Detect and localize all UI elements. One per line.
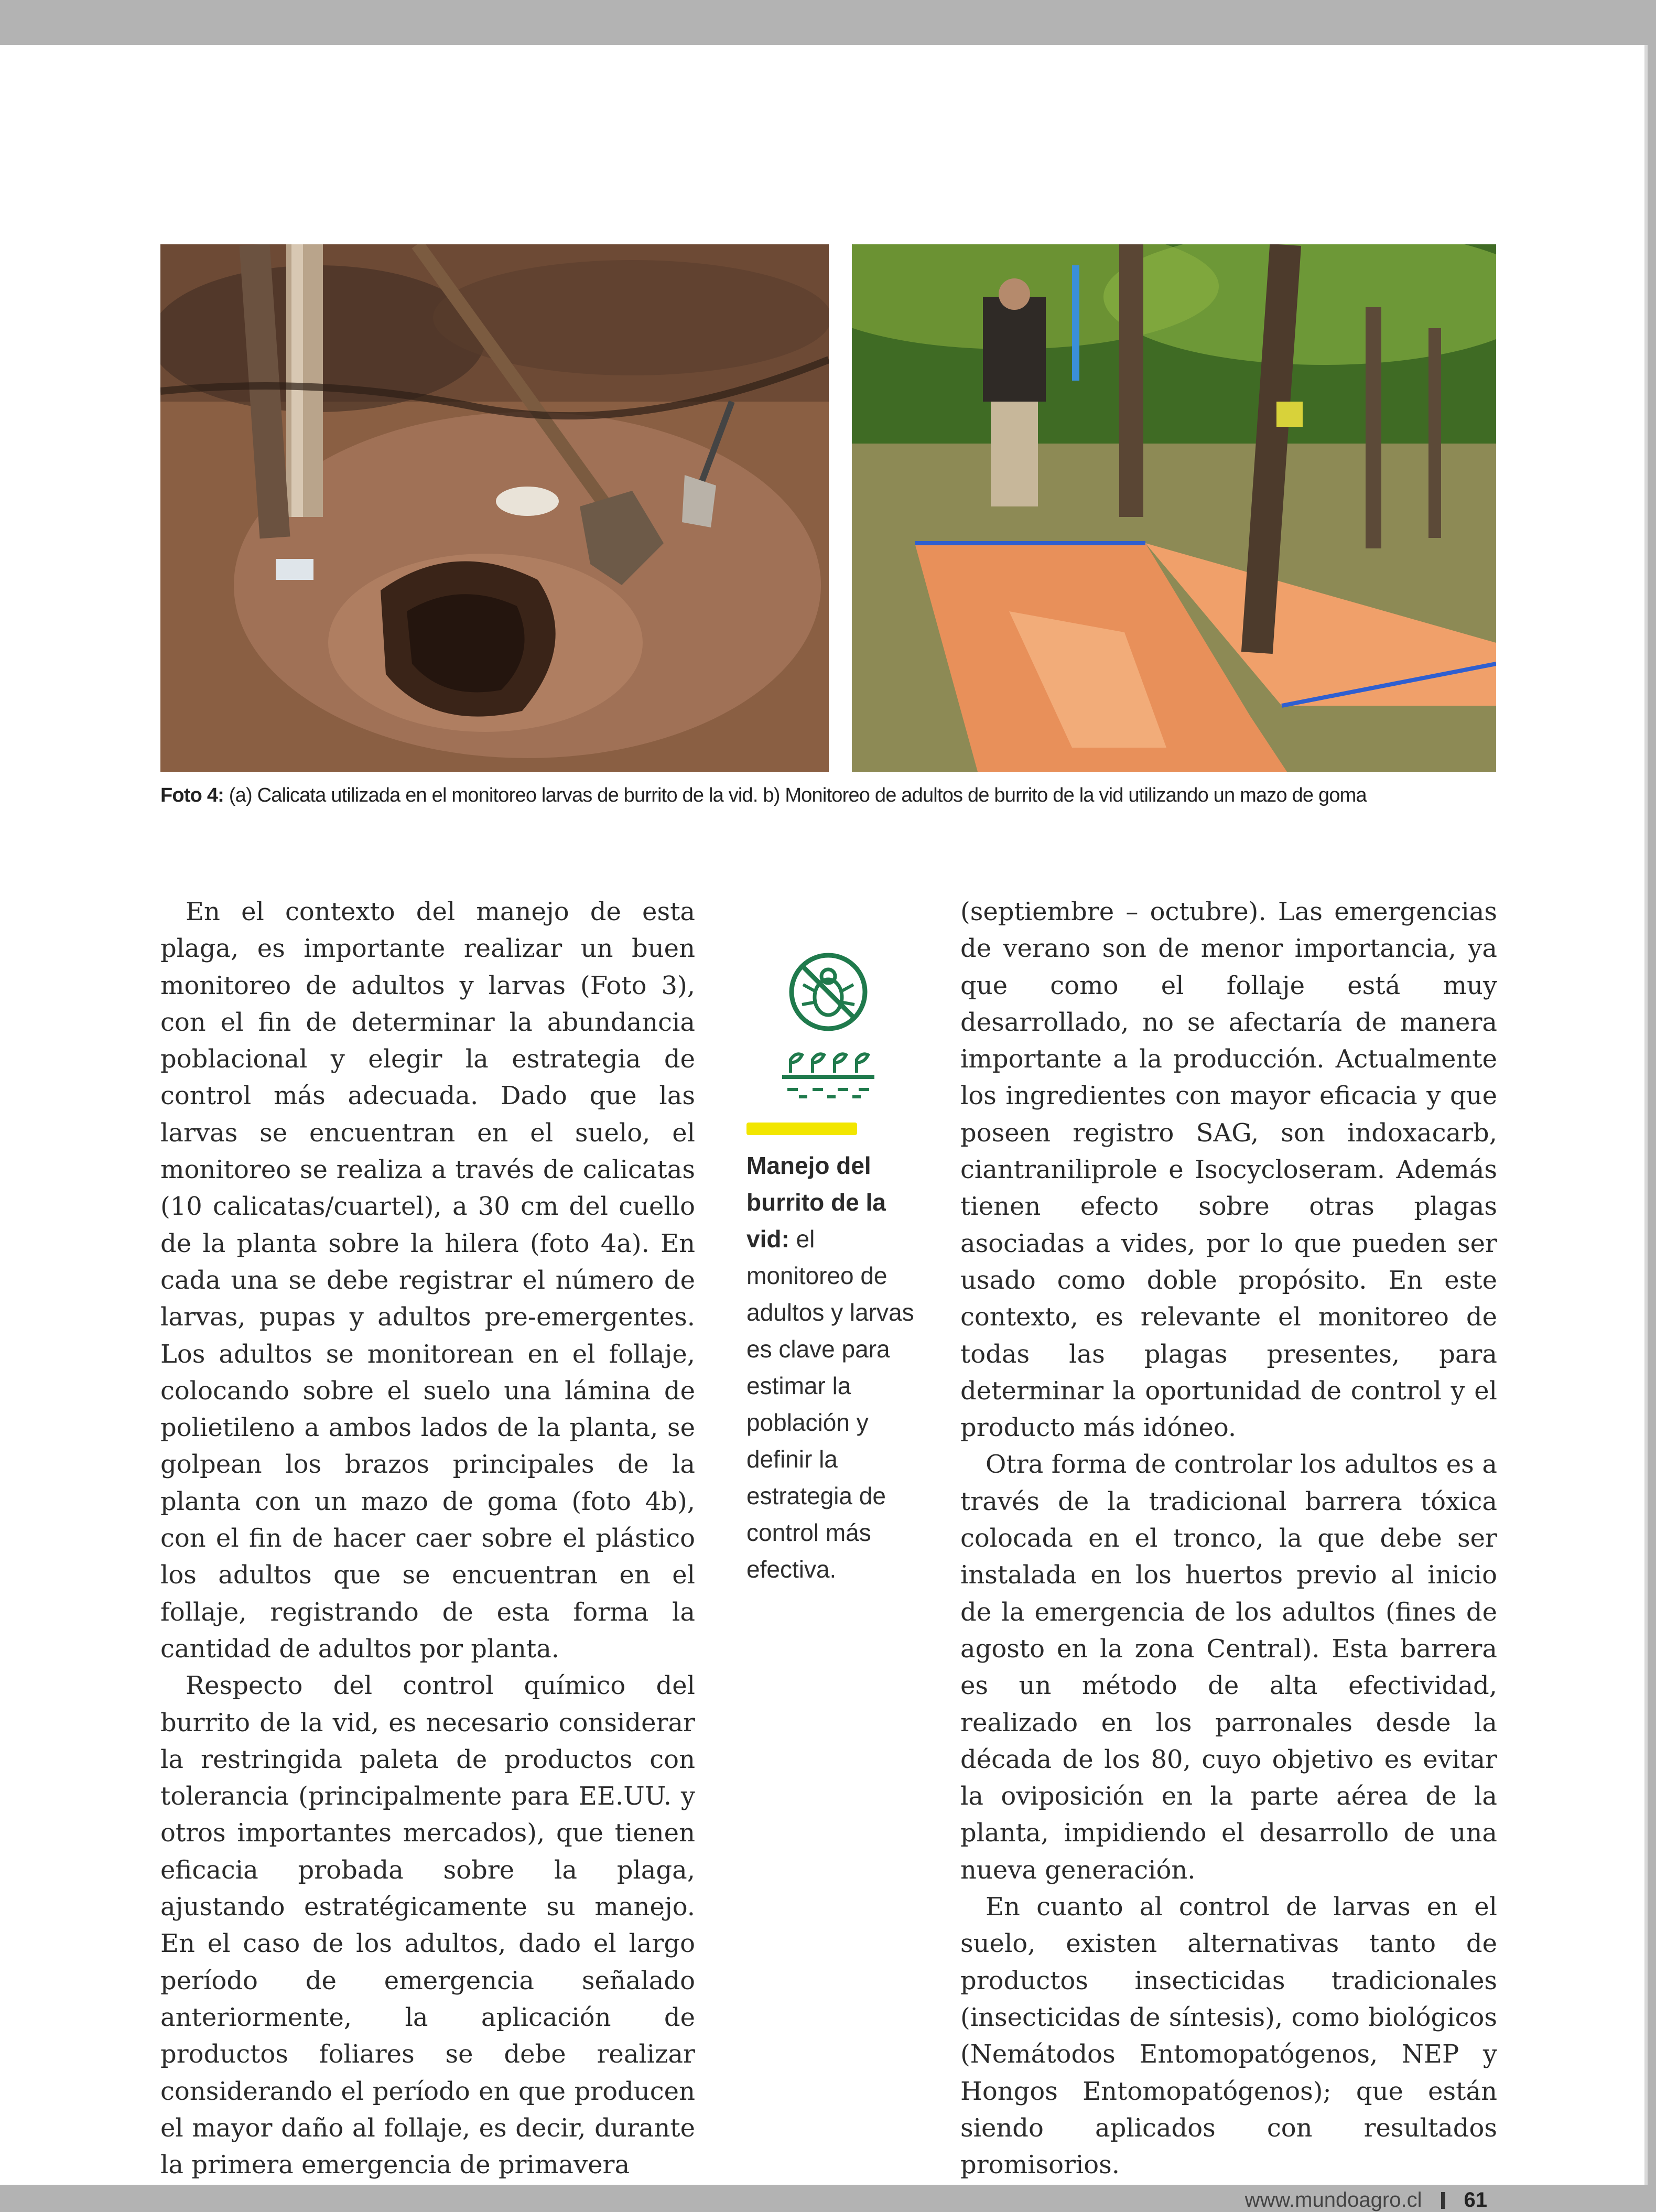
paragraph: Otra forma de controlar los adultos es a través de la tradicional barrera tóxica colocada en el tronco, la que debe ser instalada en los huertos previo al inicio de la emergencia de los adultos (fines de agosto en la zona Central). Esta barrera es un método de alta efectividad, realizado en los parronales desde la década de los 80, cuyo objetivo es evitar la oviposición en la parte aérea de la planta, impidiendo el desarrollo de una nueva generación.: [960, 1450, 1497, 1885]
paragraph: En cuanto al control de larvas en el suelo, existen alternativas tanto de productos insecticidas tradicionales (insecticidas de síntesis), como biológicos (Nemátodos Entomopatógenos, NEP y Hongos Entomopatógenos); que están siendo aplicados con resultados promisorios.: [960, 1892, 1497, 2180]
photo-4a-calicata: [160, 244, 829, 772]
paragraph: (septiembre – octubre). Las emergencias de verano son de menor importancia, ya que como el follaje está muy desarrollado, no se afectaría de manera importante a la producción. Actualmente los ingredientes con mayor eficacia y que poseen registro SAG, son indoxacarb, ciantraniliprole e Isocycloseram. Además tienen efecto sobre otras plagas asociadas a vides, por lo que pueden ser usado como doble propósito. En este contexto, es relevante el monitoreo de todas las plagas presentes, para determinar la oportunidad de control y el producto más idóneo.: [960, 897, 1497, 1443]
sidebar-body: el monitoreo de adultos y larvas es clave para estimar la población y definir la estrategia de control más efectiva.: [746, 1225, 914, 1583]
magazine-page: [0, 45, 1648, 2211]
photo-4b-vineyard-monitoring: [852, 244, 1496, 772]
paragraph: En el contexto del manejo de esta plaga, es importante realizar un buen monitoreo de adultos y larvas (Foto 3), con el fin de determinar la abundancia poblacional y elegir la estrategia de control más adecuada. Dado que las larvas se encuentran en el suelo, el monitoreo se realiza a través de calicatas (10 calicatas/cuartel), a 30 cm del cuello de la planta sobre la hilera (foto 4a). En cada una se debe registrar el número de larvas, pupas y adultos pre-emergentes. Los adultos se monitorean en el follaje, colocando sobre el suelo una lámina de polietileno a ambos lados de la planta, se golpean los brazos principales de la planta con un mazo de goma (foto 4b), con el fin de hacer caer sobre el plástico los adultos que se encuentran en el follaje, registrando de esta forma la cantidad de adultos por planta.: [160, 897, 695, 1664]
footer-separator: [1441, 2192, 1445, 2209]
footer-url: www.mundoagro.cl: [1244, 2188, 1422, 2211]
sidebar-text: [746, 1147, 925, 1588]
caption-text: (a) Calicata utilizada en el monitoreo larvas de burrito de la vid. b) Monitoreo de adultos de burrito de la vid utilizando un mazo de goma: [224, 784, 1367, 806]
page-footer: [1245, 2188, 1487, 2212]
caption-label: Foto 4:: [160, 784, 224, 806]
page-number: 61: [1464, 2188, 1487, 2211]
paragraph: Respecto del control químico del burrito de la vid, es necesario considerar la restringida paleta de productos con tolerancia (principalmente para EE.UU. y otros importantes mercados), que tienen eficacia probada sobre la plaga, ajustando estratégicamente su manejo. En el caso de los adultos, dado el largo período de emergencia señalado anteriormente, la aplicación de productos foliares se debe realizar considerando el período en que producen el mayor daño al follaje, es decir, durante la primera emergencia de primavera: [160, 1671, 695, 2180]
left-text-column: [160, 893, 695, 2183]
photo-caption: [160, 784, 1502, 807]
highlight-bar: [746, 1123, 857, 1135]
right-text-column: [960, 893, 1497, 2183]
no-pest-seedling-icon: [780, 952, 877, 1125]
sidebar-bold: Manejo del burrito de la vid:: [746, 1152, 886, 1253]
